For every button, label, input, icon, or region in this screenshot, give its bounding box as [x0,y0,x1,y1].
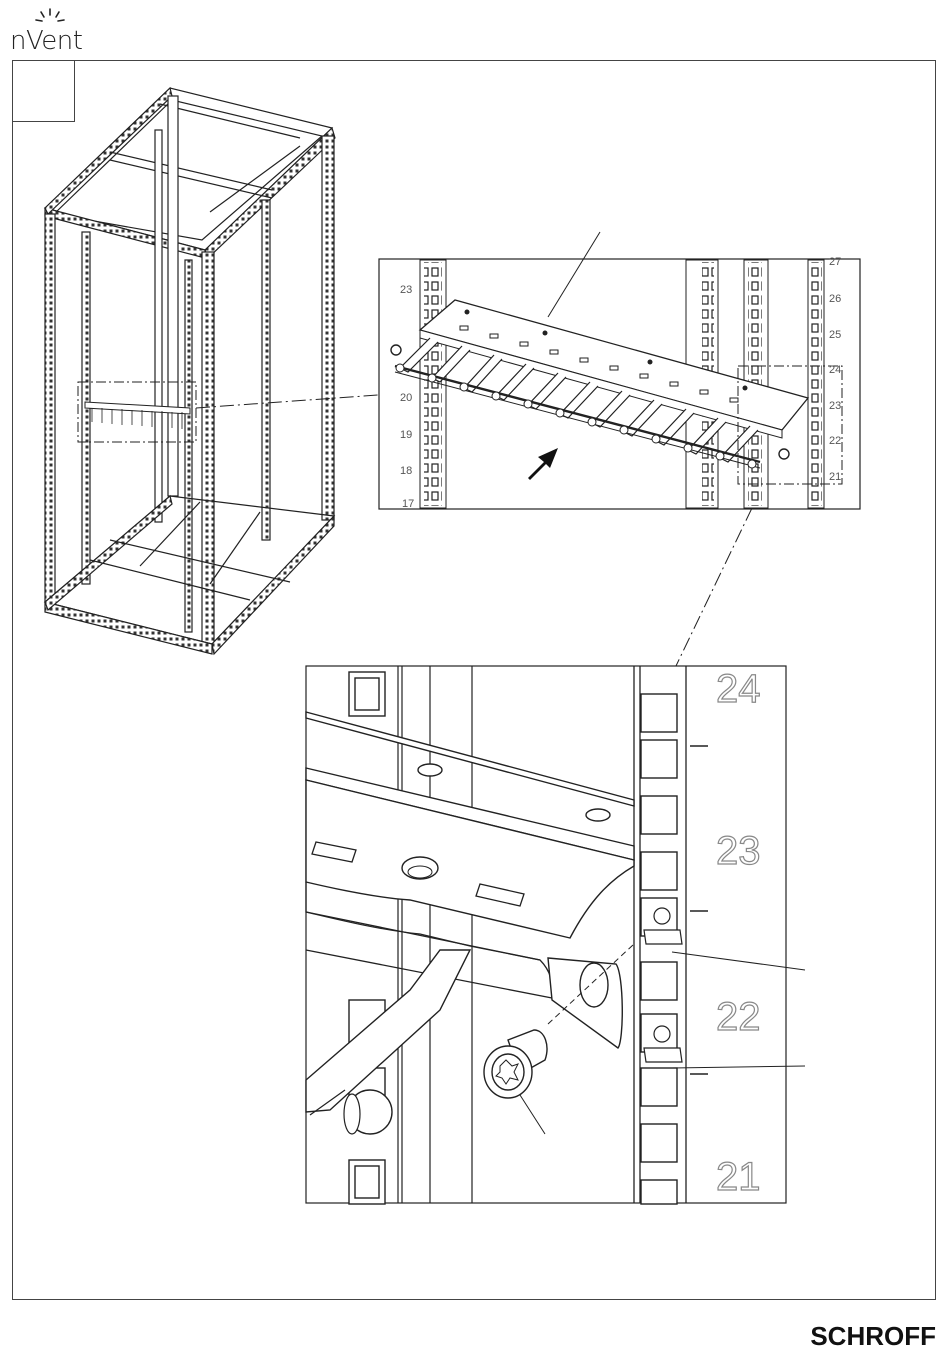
detail-label-right-6: 21 [829,471,842,483]
detail-label-right-1: 26 [829,293,842,305]
detail-label-right-3: 24 [829,364,842,376]
detail-label-right-4: 23 [829,400,842,412]
zoom-view [306,666,805,1204]
detail-label-right-0: 27 [829,256,842,268]
zoom-label-0: 24 [716,667,761,711]
detail-label-left-1: 20 [400,392,413,404]
detail-label-left-3: 18 [400,465,413,477]
nvent-logo-text: nVent [10,26,83,56]
detail-view-1 [379,232,860,668]
cabinet-frame [45,88,335,654]
detail-label-left-4: 17 [402,498,415,510]
zoom-label-1: 23 [716,829,761,873]
detail-label-right-5: 22 [829,435,842,447]
zoom-label-2: 22 [716,995,761,1039]
schroff-brand: SCHROFF [810,1321,936,1351]
detail-label-left-0: 23 [400,284,413,296]
detail-label-left-2: 19 [400,429,413,441]
callout-leader-line [196,395,378,408]
detail-label-right-2: 25 [829,329,842,341]
zoom-label-3: 21 [716,1155,761,1199]
